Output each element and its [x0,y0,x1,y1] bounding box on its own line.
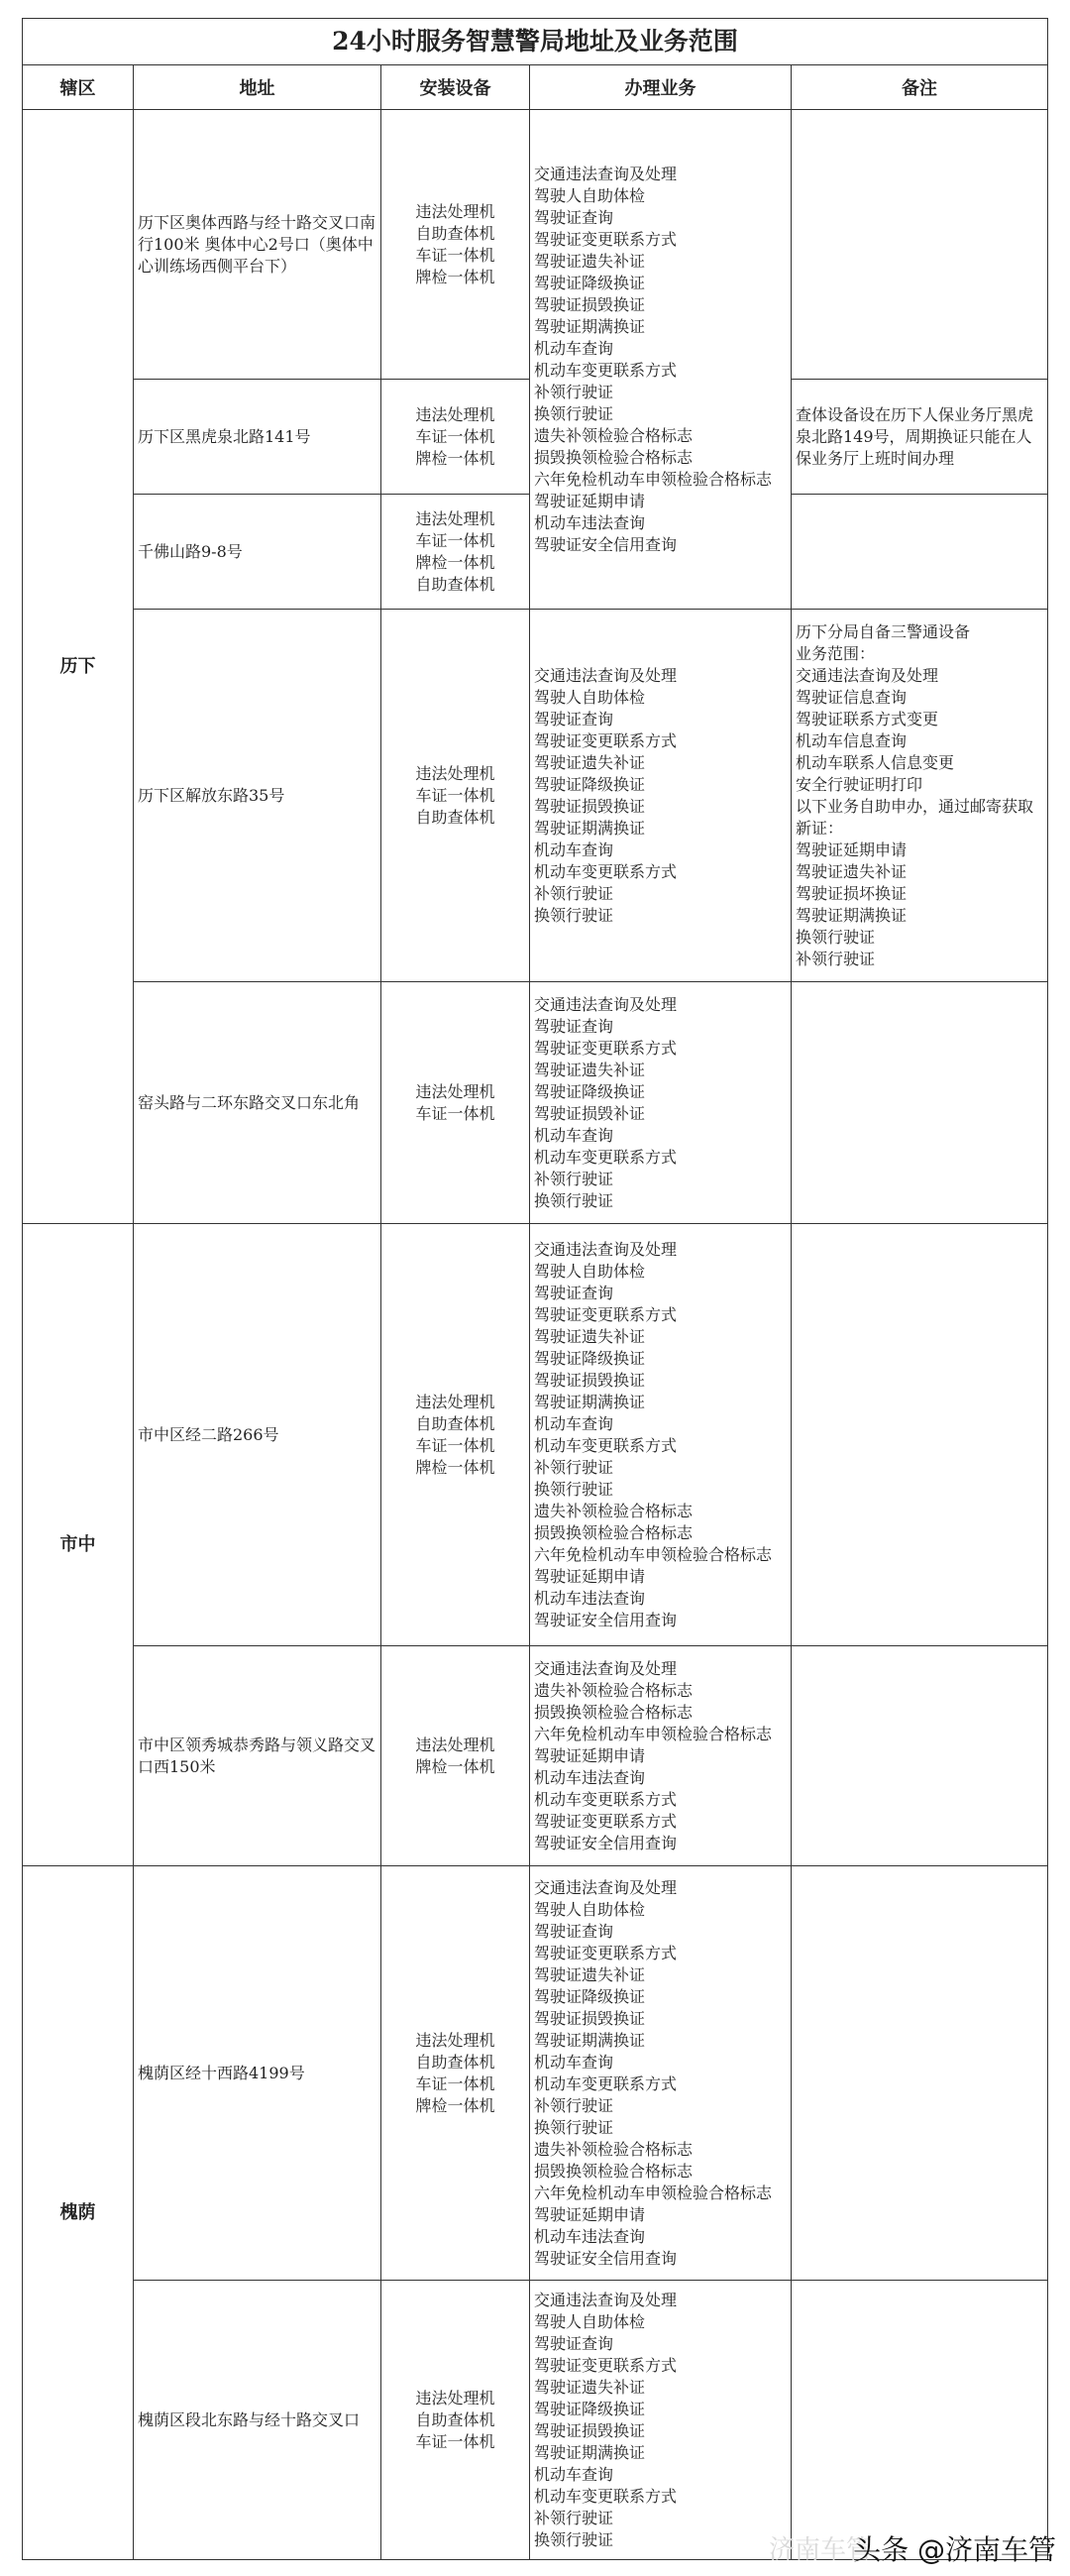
list-line: 驾驶证延期申请 [796,840,908,859]
list-line: 车证一体机 [415,1103,495,1123]
service-table-sheet [22,18,1048,2560]
note-cell [792,1866,1048,2281]
list-line: 驾驶证查询 [534,207,614,227]
list-line: 交通违法查询及处理 [534,1658,678,1678]
list-line: 驾驶证查询 [534,2333,614,2353]
faded-watermark: 济南车管 [768,2535,872,2565]
table-row [23,982,1048,1224]
list-line: 交通违法查询及处理 [534,665,678,685]
list-line: 驾驶证降级换证 [534,1081,646,1101]
list-line: 补领行驶证 [534,2508,614,2527]
list-line: 违法处理机 [415,508,495,528]
table-row [23,1646,1048,1866]
list-line: 驾驶证联系方式变更 [796,709,939,728]
list-line: 自助查体机 [415,574,495,594]
list-line: 损毁换领检验合格标志 [534,2161,694,2181]
list-line: 驾驶人自助体检 [534,1899,646,1919]
devices-cell [381,1224,530,1646]
list-line: 驾驶证查询 [534,1016,614,1036]
table-row [23,2281,1048,2560]
list-line: 驾驶证损毁换证 [534,294,646,314]
list-line: 驾驶证降级换证 [534,774,646,794]
list-line: 驾驶证期满换证 [534,2030,646,2050]
list-line: 业务范围： [796,643,876,663]
list-line: 牌检一体机 [415,267,495,286]
list-line: 驾驶证信息查询 [796,687,908,707]
list-line: 车证一体机 [415,2431,495,2451]
table-row [23,610,1048,982]
list-line: 补领行驶证 [534,1169,614,1188]
header-address: 地址 [134,65,381,110]
header-business: 办理业务 [530,65,792,110]
list-line: 违法处理机 [415,1392,495,1411]
list-line: 违法处理机 [415,763,495,783]
list-line: 交通违法查询及处理 [534,164,678,183]
table-row [23,1866,1048,2281]
list-line: 驾驶证延期申请 [534,1566,646,1586]
list-line: 驾驶证遗失补证 [534,752,646,772]
district-name: 槐荫 [23,1866,134,2560]
list-line: 牌检一体机 [415,1457,495,1477]
list-line: 牌检一体机 [415,552,495,572]
list-line: 驾驶证查询 [534,709,614,728]
district-name: 市中 [23,1224,134,1866]
business-cell [530,610,792,982]
list-line: 自助查体机 [415,223,495,243]
list-line: 遗失补领检验合格标志 [534,425,694,445]
list-line: 驾驶证变更联系方式 [534,730,678,750]
list-line: 驾驶证安全信用查询 [534,534,678,554]
title-row [23,19,1048,65]
list-line: 机动车变更联系方式 [534,2486,678,2506]
list-line: 驾驶证延期申请 [534,491,646,510]
list-line: 驾驶证降级换证 [534,1348,646,1368]
list-line: 驾驶人自助体检 [534,687,646,707]
note-cell [792,610,1048,982]
list-line: 遗失补领检验合格标志 [534,1680,694,1700]
list-line: 换领行驶证 [534,1479,614,1499]
list-line: 补领行驶证 [534,883,614,903]
list-line: 驾驶证安全信用查询 [534,1833,678,1852]
list-line: 驾驶证期满换证 [534,1392,646,1411]
list-line: 驾驶证变更联系方式 [534,1943,678,1962]
list-line: 补领行驶证 [534,1457,614,1477]
list-line: 驾驶证遗失补证 [534,251,646,271]
address-cell: 千佛山路9-8号 [134,495,381,610]
list-line: 机动车变更联系方式 [534,1147,678,1167]
list-line: 机动车查询 [534,338,614,358]
list-line: 交通违法查询及处理 [534,2290,678,2309]
address-cell: 历下区奥体西路与经十路交叉口南行100米 奥体中心2号口（奥体中心训练场西侧平台下） [134,110,381,380]
list-line: 驾驶证遗失补证 [534,2377,646,2397]
list-line: 六年免检机动车申领检验合格标志 [534,1724,773,1743]
list-line: 牌检一体机 [415,448,495,468]
list-line: 机动车查询 [534,840,614,859]
list-line: 车证一体机 [415,530,495,550]
list-line: 遗失补领检验合格标志 [534,2139,694,2159]
devices-cell [381,495,530,610]
service-table [22,18,1048,2560]
list-line: 换领行驶证 [796,927,876,947]
list-line: 车证一体机 [415,1435,495,1455]
list-line: 机动车变更联系方式 [534,861,678,881]
list-line: 机动车变更联系方式 [534,2073,678,2093]
business-cell [530,2281,792,2560]
address-cell: 历下区解放东路35号 [134,610,381,982]
list-line: 驾驶证安全信用查询 [534,2248,678,2268]
list-line: 机动车查询 [534,1125,614,1145]
header-note: 备注 [792,65,1048,110]
toutiao-watermark [853,2528,1056,2568]
list-line: 驾驶证损毁换证 [534,796,646,816]
note-cell [792,110,1048,380]
list-line: 换领行驶证 [534,905,614,925]
list-line: 机动车查询 [534,2464,614,2484]
list-line: 交通违法查询及处理 [534,1239,678,1259]
list-line: 驾驶人自助体检 [534,2311,646,2331]
list-line: 车证一体机 [415,2073,495,2093]
list-line: 驾驶证损坏换证 [796,883,908,903]
address-cell: 窑头路与二环东路交叉口东北角 [134,982,381,1224]
list-line: 驾驶证遗失补证 [534,1326,646,1346]
list-line: 自助查体机 [415,807,495,827]
list-line: 违法处理机 [415,201,495,221]
list-line: 驾驶证查询 [534,1283,614,1302]
list-line: 历下分局自备三警通设备 [796,621,971,641]
list-line: 驾驶证遗失补证 [534,1964,646,1984]
list-line: 自助查体机 [415,1413,495,1433]
list-line: 驾驶证延期申请 [534,1745,646,1765]
header-row [23,65,1048,110]
list-line: 车证一体机 [415,785,495,805]
list-line: 补领行驶证 [796,949,876,968]
list-line: 驾驶证遗失补证 [534,1060,646,1079]
list-line: 驾驶证降级换证 [534,273,646,292]
address-cell: 槐荫区经十西路4199号 [134,1866,381,2281]
list-line: 换领行驶证 [534,2529,614,2549]
devices-cell [381,380,530,495]
list-line: 驾驶证期满换证 [534,2442,646,2462]
header-district: 辖区 [23,65,134,110]
table-row [23,1224,1048,1646]
list-line: 损毁换领检验合格标志 [534,1702,694,1722]
list-line: 驾驶证损毁换证 [534,2420,646,2440]
list-line: 驾驶证期满换证 [796,905,908,925]
devices-cell [381,2281,530,2560]
list-line: 驾驶证查询 [534,1921,614,1941]
business-cell [530,1866,792,2281]
list-line: 驾驶证期满换证 [534,316,646,336]
list-line: 驾驶证安全信用查询 [534,1610,678,1629]
list-line: 机动车查询 [534,2052,614,2072]
list-line: 驾驶证期满换证 [534,818,646,838]
list-line: 交通违法查询及处理 [534,994,678,1014]
list-line: 驾驶证遗失补证 [796,861,908,881]
devices-cell [381,1866,530,2281]
list-line: 驾驶证降级换证 [534,2399,646,2418]
list-line: 安全行驶证明打印 [796,774,923,794]
header-devices: 安装设备 [381,65,530,110]
list-line: 驾驶人自助体检 [534,185,646,205]
list-line: 驾驶证损毁换证 [534,1370,646,1390]
note-cell [792,1646,1048,1866]
business-cell [530,1224,792,1646]
business-cell [530,982,792,1224]
list-line: 违法处理机 [415,1081,495,1101]
list-line: 违法处理机 [415,1735,495,1754]
list-line: 自助查体机 [415,2409,495,2429]
list-line: 换领行驶证 [534,1190,614,1210]
address-cell: 市中区领秀城恭秀路与领义路交叉口西150米 [134,1646,381,1866]
list-line: 补领行驶证 [534,2095,614,2115]
note-cell [792,495,1048,610]
list-line: 车证一体机 [415,245,495,265]
list-line: 机动车违法查询 [534,2226,646,2246]
list-line: 驾驶证延期申请 [534,2204,646,2224]
devices-cell [381,982,530,1224]
list-line: 遗失补领检验合格标志 [534,1501,694,1520]
list-line: 违法处理机 [415,404,495,424]
table-title: 24小时服务智慧警局地址及业务范围 [23,19,1048,65]
list-line: 驾驶证变更联系方式 [534,1811,678,1831]
list-line: 违法处理机 [415,2030,495,2050]
list-line: 违法处理机 [415,2388,495,2408]
note-cell [792,1224,1048,1646]
list-line: 机动车变更联系方式 [534,1435,678,1455]
list-line: 补领行驶证 [534,382,614,401]
list-line: 六年免检机动车申领检验合格标志 [534,469,773,489]
list-line: 驾驶证变更联系方式 [534,1038,678,1058]
list-line: 六年免检机动车申领检验合格标志 [534,2183,773,2202]
list-line: 自助查体机 [415,2052,495,2072]
business-cell [530,1646,792,1866]
address-cell: 市中区经二路266号 [134,1224,381,1646]
list-line: 机动车违法查询 [534,1767,646,1787]
list-line: 驾驶证损毁补证 [534,1103,646,1123]
address-cell: 槐荫区段北东路与经十路交叉口 [134,2281,381,2560]
address-cell: 历下区黑虎泉北路141号 [134,380,381,495]
list-line: 以下业务自助申办，通过邮寄获取新证： [796,796,1034,838]
devices-cell [381,110,530,380]
list-line: 车证一体机 [415,426,495,446]
list-line: 驾驶证变更联系方式 [534,229,678,249]
list-line: 机动车违法查询 [534,512,646,532]
district-name: 历下 [23,110,134,1224]
watermark-label: 头条 @济南车管 [853,2533,1056,2566]
note-cell [792,982,1048,1224]
list-line: 换领行驶证 [534,403,614,423]
list-line: 六年免检机动车申领检验合格标志 [534,1544,773,1564]
list-line: 机动车违法查询 [534,1588,646,1608]
note-cell [792,2281,1048,2560]
list-line: 交通违法查询及处理 [796,665,939,685]
note-cell: 查体设备设在历下人保业务厅黑虎泉北路149号，周期换证只能在人保业务厅上班时间办理 [792,380,1048,495]
list-line: 驾驶证降级换证 [534,1986,646,2006]
list-line: 驾驶人自助体检 [534,1261,646,1281]
list-line: 损毁换领检验合格标志 [534,1522,694,1542]
list-line: 机动车变更联系方式 [534,1789,678,1809]
list-line: 机动车信息查询 [796,730,908,750]
list-line: 牌检一体机 [415,1756,495,1776]
list-line: 牌检一体机 [415,2095,495,2115]
list-line: 机动车查询 [534,1413,614,1433]
list-line: 机动车变更联系方式 [534,360,678,380]
list-line: 驾驶证变更联系方式 [534,2355,678,2375]
list-line: 机动车联系人信息变更 [796,752,955,772]
list-line: 驾驶证变更联系方式 [534,1304,678,1324]
list-line: 交通违法查询及处理 [534,1877,678,1897]
list-line: 损毁换领检验合格标志 [534,447,694,467]
devices-cell [381,1646,530,1866]
devices-cell [381,610,530,982]
list-line: 驾驶证损毁换证 [534,2008,646,2028]
list-line: 换领行驶证 [534,2117,614,2137]
business-cell [530,110,792,610]
table-row [23,110,1048,380]
